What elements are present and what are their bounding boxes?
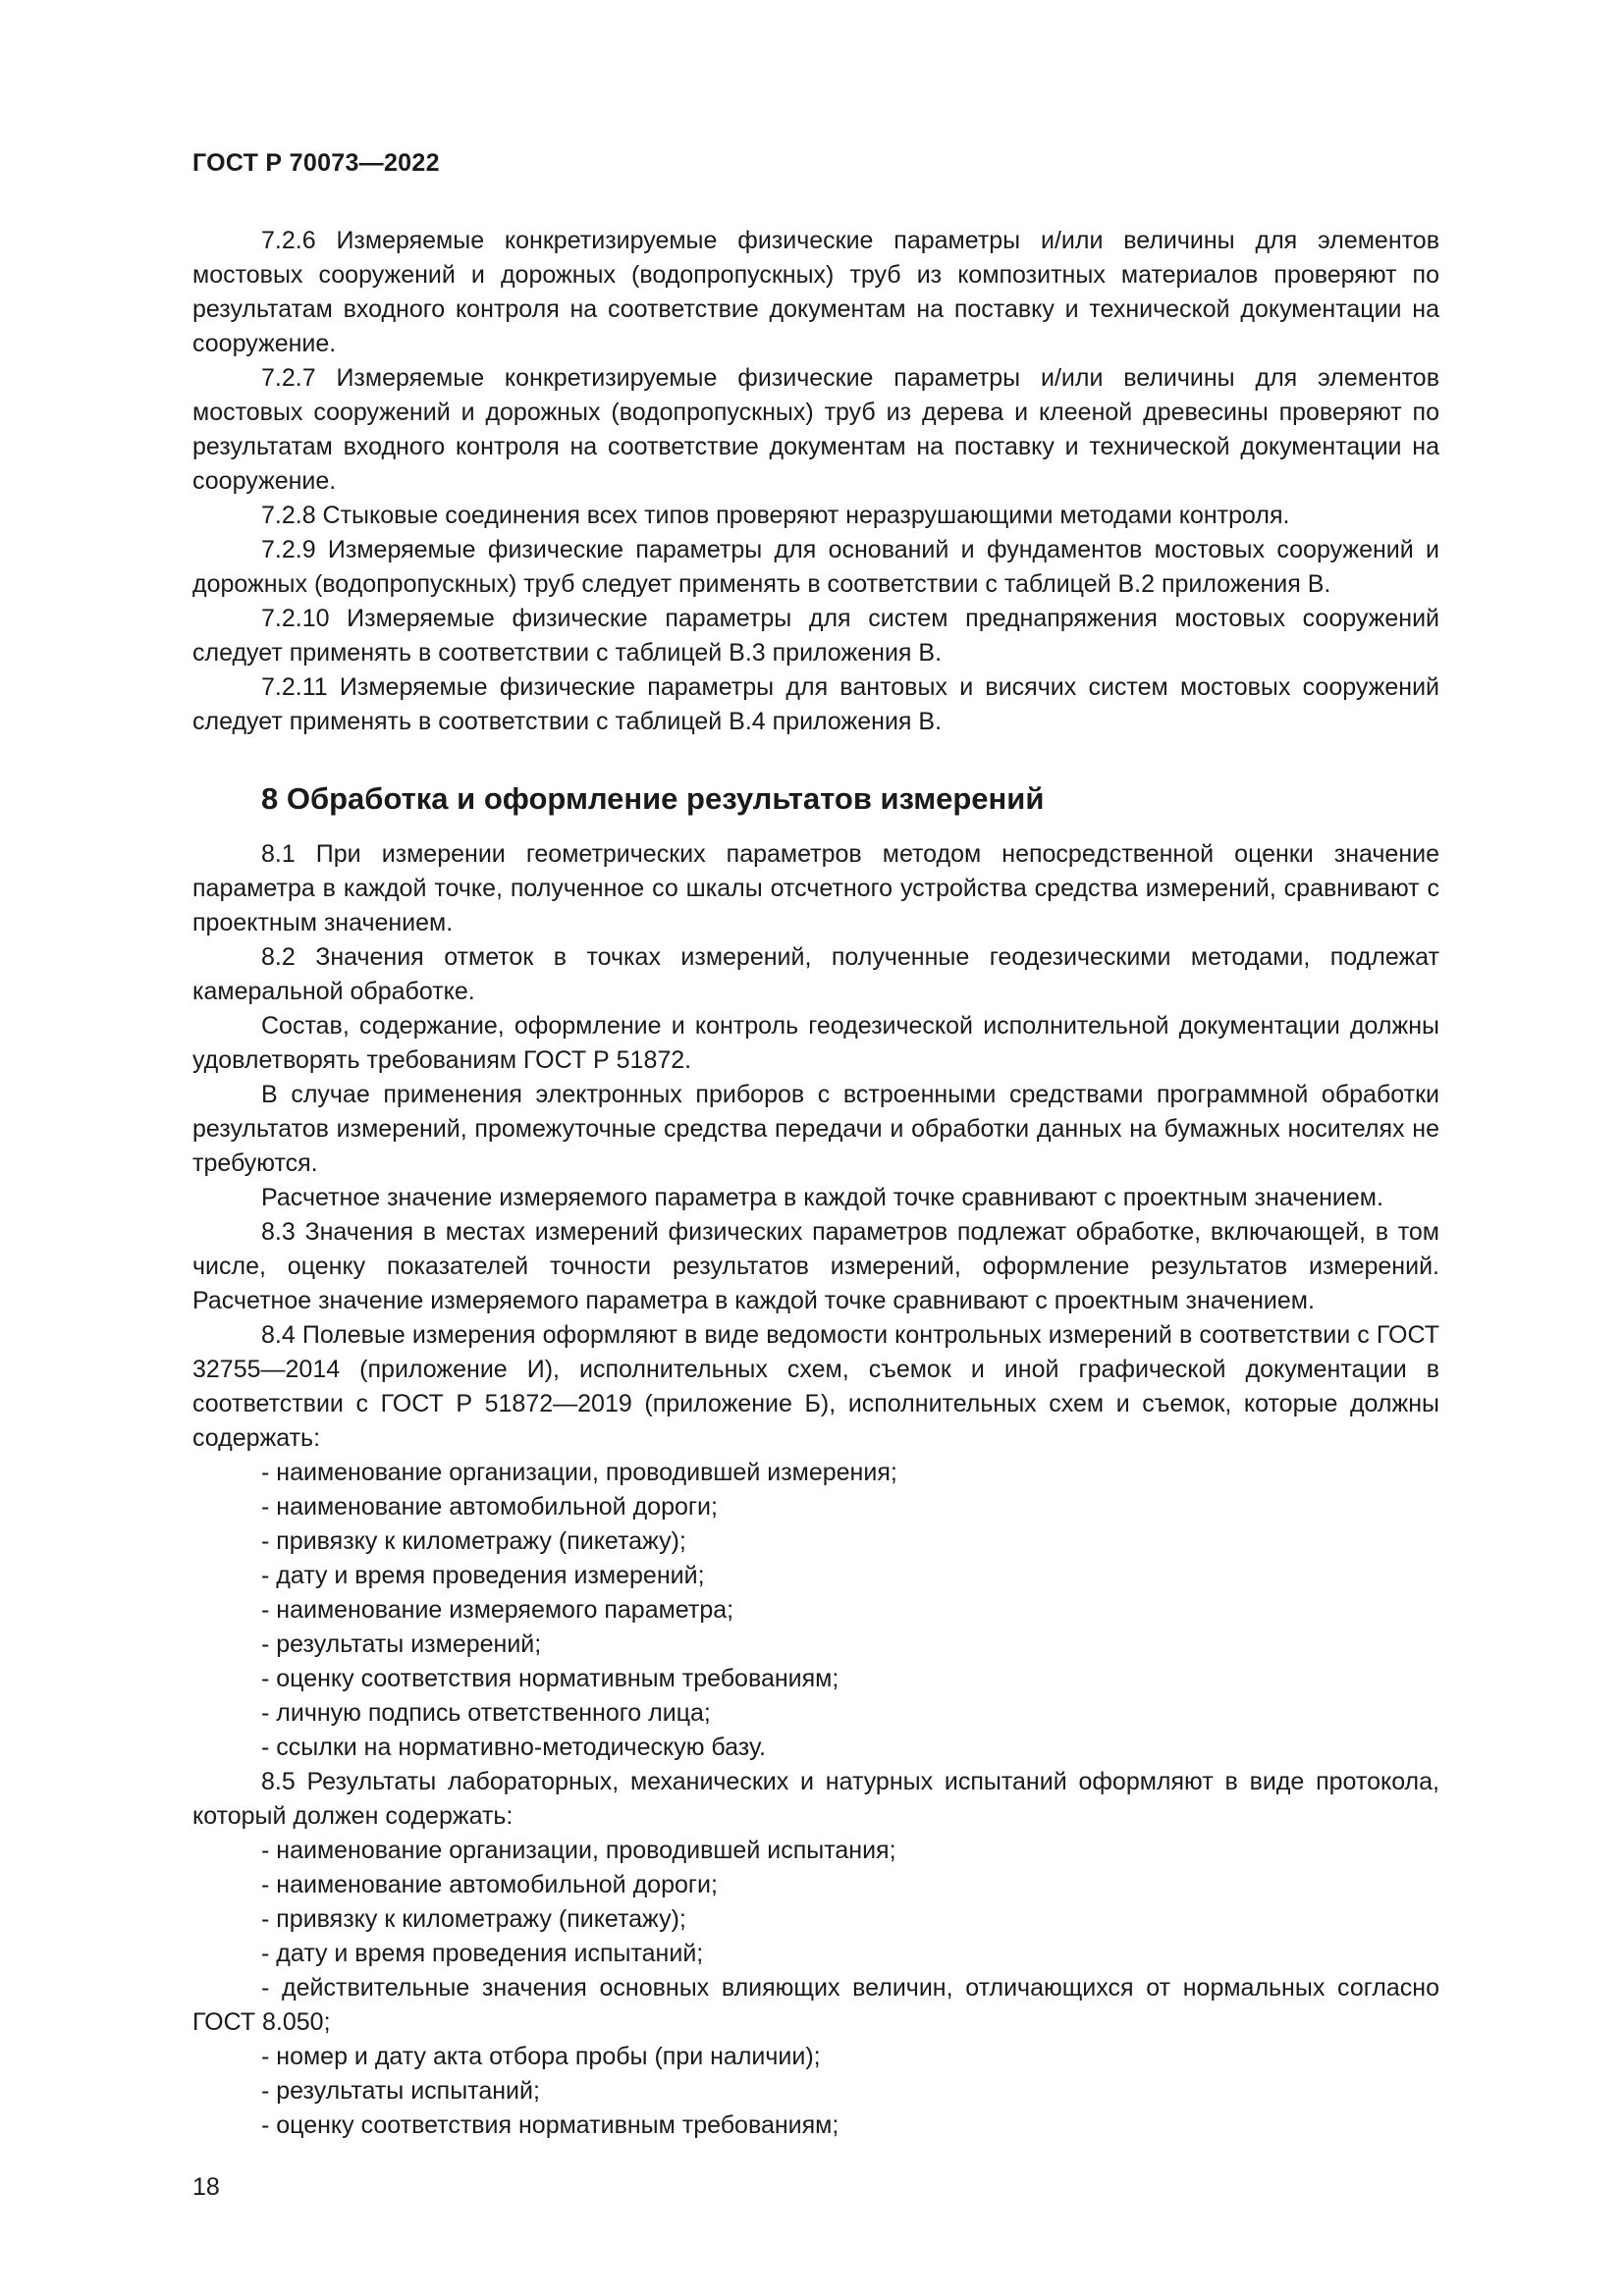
page-number: 18 [192, 2173, 220, 2201]
list-item: - действительные значения основных влияющих величин, отличающихся от нормальных согласно ГОСТ 8.050; [192, 1974, 1439, 2036]
paragraph-7-2-11: 7.2.11 Измеряемые физические параметры для вантовых и висячих систем мостовых сооружений следует применять в соответствии с таблицей В.4 приложения В. [192, 673, 1439, 735]
list-item: - ссылки на нормативно-методическую базу. [261, 1734, 766, 1761]
page-content [192, 224, 1439, 2143]
list-item: - дату и время проведения измерений; [261, 1562, 705, 1589]
paragraph-7-2-6: 7.2.6 Измеряемые конкретизируемые физические параметры и/или величины для элементов мостовых сооружений и дорожных (водопропускных) труб из композитных материалов проверяют по результатам входного контроля на соответствие документам на поставку и технической документации на сооружение. [192, 227, 1439, 357]
paragraph-8-5: 8.5 Результаты лабораторных, механических и натурных испытаний оформляют в виде протокола, который должен содержать: [192, 1768, 1439, 1830]
paragraph-8-2-electronic: В случае применения электронных приборов с встроенными средствами программной обработки результатов измерений, промежуточные средства передачи и обработки данных на бумажных носителях не требуются. [192, 1081, 1439, 1177]
list-item: - наименование организации, проводившей измерения; [261, 1459, 897, 1486]
paragraph-8-2-composition: Состав, содержание, оформление и контроль геодезической исполнительной документации должны удовлетворять требованиям ГОСТ Р 51872. [192, 1012, 1439, 1074]
list-item: - личную подпись ответственного лица; [261, 1699, 711, 1727]
list-item: - привязку к километражу (пикетажу); [261, 1905, 686, 1933]
paragraph-7-2-9: 7.2.9 Измеряемые физические параметры для оснований и фундаментов мостовых сооружений и дорожных (водопропускных) труб следует применять в соответствии с таблицей В.2 приложения В. [192, 536, 1439, 598]
list-item: - наименование автомобильной дороги; [261, 1493, 718, 1521]
document-header: ГОСТ Р 70073—2022 [192, 149, 440, 177]
list-item: - результаты испытаний; [261, 2077, 540, 2105]
paragraph-8-2-calculated: Расчетное значение измеряемого параметра в каждой точке сравнивают с проектным значением. [261, 1184, 1383, 1211]
list-8-4 [192, 1456, 1439, 1765]
list-item: - результаты измерений; [261, 1630, 542, 1658]
list-item: - номер и дату акта отбора пробы (при наличии); [261, 2043, 821, 2070]
list-item: - наименование автомобильной дороги; [261, 1871, 718, 1898]
list-item: - дату и время проведения испытаний; [261, 1940, 704, 1967]
paragraph-8-3: 8.3 Значения в местах измерений физических параметров подлежат обработке, включающей, в том числе, оценку показателей точности результатов измерений, оформление результатов измерений. Расчетное значение измеряемого параметра в каждой точке сравнивают с проектным значением. [192, 1218, 1439, 1314]
paragraph-8-4: 8.4 Полевые измерения оформляют в виде ведомости контрольных измерений в соответствии с ГОСТ 32755—2014 (приложение И), исполнительных схем, съемок и иной графической документации в соответствии с ГОСТ Р 51872—2019 (приложение Б), исполнительных схем и съемок, которые должны содержать: [192, 1321, 1439, 1452]
paragraph-7-2-10: 7.2.10 Измеряемые физические параметры для систем преднапряжения мостовых сооружений следует применять в соответствии с таблицей В.3 приложения В. [192, 605, 1439, 667]
list-8-5 [192, 1834, 1439, 2143]
paragraph-8-1: 8.1 При измерении геометрических параметров методом непосредственной оценки значение параметра в каждой точке, полученное со шкалы отсчетного устройства средства измерений, сравнивают с проектным значением. [192, 840, 1439, 936]
section-8-title: 8 Обработка и оформление результатов измерений [261, 781, 1045, 816]
list-item: - наименование организации, проводившей испытания; [261, 1837, 896, 1864]
list-item: - привязку к километражу (пикетажу); [261, 1527, 686, 1555]
paragraph-7-2-8: 7.2.8 Стыковые соединения всех типов проверяют неразрушающими методами контроля. [261, 502, 1290, 529]
paragraph-8-2: 8.2 Значения отметок в точках измерений, полученные геодезическими методами, подлежат камеральной обработке. [192, 943, 1439, 1005]
list-item: - наименование измеряемого параметра; [261, 1596, 734, 1624]
list-item: - оценку соответствия нормативным требованиям; [261, 1665, 839, 1692]
paragraph-7-2-7: 7.2.7 Измеряемые конкретизируемые физические параметры и/или величины для элементов мостовых сооружений и дорожных (водопропускных) труб из дерева и клееной древесины проверяют по результатам входного контроля на соответствие документам на поставку и технической документации на сооружение. [192, 364, 1439, 495]
list-item: - оценку соответствия нормативным требованиям; [261, 2111, 839, 2139]
